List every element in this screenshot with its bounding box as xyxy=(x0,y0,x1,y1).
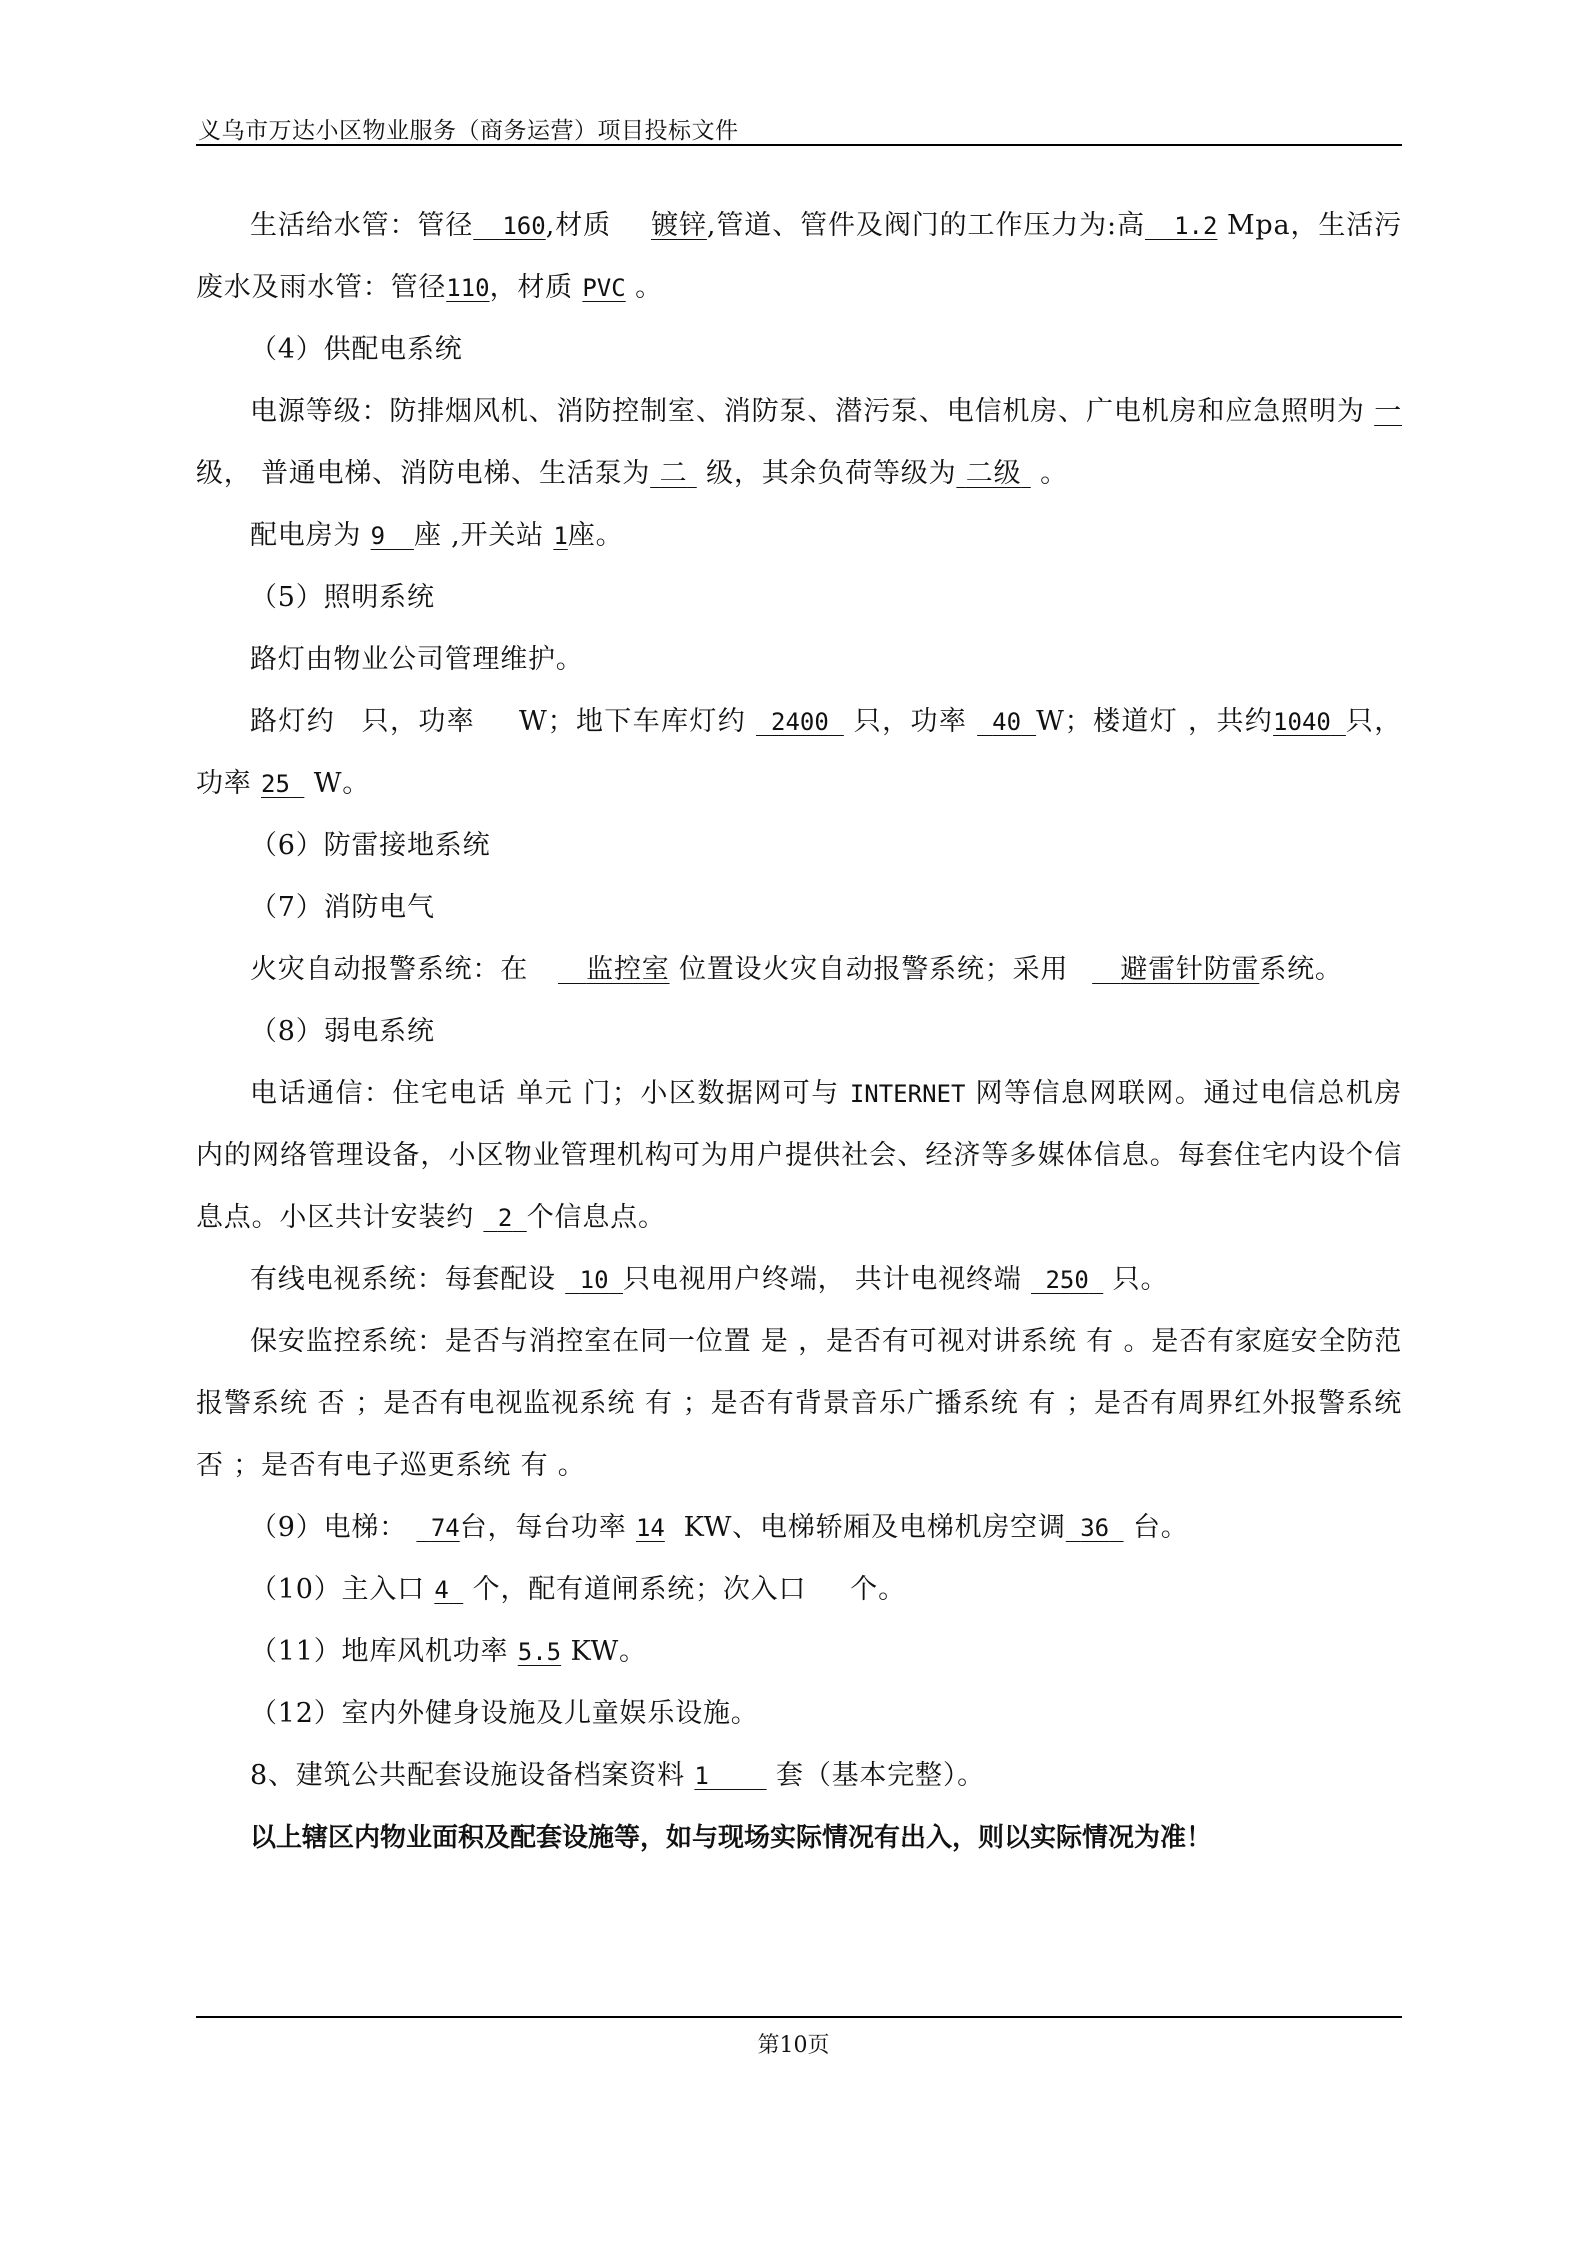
water-pressure-label: ,管道、管件及阀门的工作压力为:高 xyxy=(706,210,1145,241)
power-level-2-label: 级， 普通电梯、消防电梯、生活泵为 xyxy=(196,458,651,489)
fire-alarm-paragraph xyxy=(196,939,1402,1001)
room-label: 配电房为 xyxy=(250,520,362,551)
power-level-label: 电源等级：防排烟风机、消防控制室、消防泵、潜污泵、电信机房、广电机房和应急照明为 xyxy=(250,396,1365,427)
archive-end: 套（基本完整）。 xyxy=(776,1760,985,1791)
secondary-entrance-label: 个，配有道闸系统；次入口 xyxy=(472,1574,807,1605)
archive-label: 8、建筑公共配套设施设备档案资料 xyxy=(250,1760,685,1791)
lighting-detail-paragraph xyxy=(196,691,1402,815)
main-entrance-label: （10）主入口 xyxy=(250,1574,425,1605)
elevator-ac-count: 36 xyxy=(1080,1514,1110,1542)
footer-divider xyxy=(196,2016,1402,2018)
elevator-count: 74 xyxy=(430,1514,460,1542)
security-paragraph: 保安监控系统：是否与消控室在同一位置 是 ，是否有可视对讲系统 有 。是否有家庭安全防范报警系统 否 ；是否有电视监视系统 有 ；是否有背景音乐广播系统 有 ；是否有周界红外报警系统 否 ；是否有电子巡更系统 有 。 xyxy=(196,1326,1402,1481)
page-number: 第10页 xyxy=(757,2033,830,2058)
telecom-paragraph xyxy=(196,1063,1402,1249)
distribution-room-paragraph xyxy=(196,505,1402,567)
power-level-3-label: 级，其余负荷等级为 xyxy=(706,458,957,489)
street-power-label: 只，功率 xyxy=(361,706,476,737)
section-heading-lightning: （6）防雷接地系统 xyxy=(250,830,491,861)
water-material: 镀锌 xyxy=(651,210,707,241)
switch-count: 1 xyxy=(553,522,568,550)
stair-power-label: 只，功率 xyxy=(196,706,1403,799)
document-title: 义乌市万达小区物业服务（商务运营）项目投标文件 xyxy=(198,118,739,144)
telecom-text-1: 电话通信：住宅电话 单元 门；小区数据网可与 xyxy=(250,1078,840,1109)
info-point-count: 2 xyxy=(497,1204,513,1232)
garage-light-power: 40 xyxy=(992,708,1022,736)
internet-label: INTERNET xyxy=(849,1080,966,1108)
elevator-paragraph xyxy=(196,1497,1402,1559)
cable-tv-paragraph xyxy=(196,1249,1402,1311)
tv-label: 有线电视系统：每套配设 xyxy=(250,1264,556,1295)
garage-fan-paragraph xyxy=(196,1621,1402,1683)
fire-method-label: 位置设火灾自动报警系统；采用 xyxy=(678,954,1069,985)
document-body xyxy=(196,195,1402,1869)
tv-total-label: 只电视用户终端， 共计电视终端 xyxy=(623,1264,1022,1295)
tv-end: 只。 xyxy=(1112,1264,1169,1295)
fire-lightning-method: 避雷针防雷 xyxy=(1120,954,1260,985)
water-material-label: ,材质 xyxy=(545,210,611,241)
archive-count: 1 xyxy=(694,1762,709,1790)
stair-light-power: 25 xyxy=(261,770,290,798)
power-level-2: 二 xyxy=(659,458,688,489)
water-end: 。 xyxy=(635,272,663,303)
room-count: 9 xyxy=(370,522,386,550)
drain-diameter: 110 xyxy=(446,274,490,302)
garage-light-label: W；地下车库灯约 xyxy=(519,706,747,737)
archive-paragraph xyxy=(196,1745,1402,1807)
water-label: 生活给水管：管径 xyxy=(250,210,474,241)
section-heading-fire: （7）消防电气 xyxy=(250,892,435,923)
water-diameter: 160 xyxy=(502,212,546,240)
garage-fan-unit: KW。 xyxy=(570,1636,647,1667)
power-end: 。 xyxy=(1040,458,1068,489)
water-pipe-paragraph xyxy=(196,195,1402,319)
tv-per-unit: 10 xyxy=(579,1266,609,1294)
power-level-paragraph xyxy=(196,381,1402,505)
elevator-end: 台。 xyxy=(1132,1512,1189,1543)
main-entrance-count: 4 xyxy=(434,1576,449,1604)
stair-light-count: 1040 xyxy=(1273,708,1331,736)
power-level-3: 二级 xyxy=(965,458,1022,489)
tv-total: 250 xyxy=(1045,1266,1089,1294)
entrance-paragraph xyxy=(196,1559,1402,1621)
garage-power-label: 只，功率 xyxy=(853,706,968,737)
telecom-text-2: 网等信息网联网。通过电信总机房内的网络管理设备，小区物业管理机构可为用户提供社会、经济等多媒体信息。每套住宅内设个信息点。小区共计安装约 xyxy=(196,1078,1403,1233)
room-unit: 座 ,开关站 xyxy=(413,520,544,551)
elevator-power-label: 台，每台功率 xyxy=(459,1512,627,1543)
garage-fan-label: （11）地库风机功率 xyxy=(250,1636,509,1667)
stair-light-label: W；楼道灯 ，共约 xyxy=(1036,706,1274,737)
entrance-end: 个。 xyxy=(850,1574,906,1605)
section-heading-power: （4）供配电系统 xyxy=(250,334,463,365)
stair-power-unit: W。 xyxy=(313,768,371,799)
power-level-1: 一 xyxy=(1374,396,1402,427)
fire-alarm-label: 火灾自动报警系统：在 xyxy=(250,954,528,985)
water-pressure: 1.2 xyxy=(1174,212,1218,240)
drain-label: Mpa，生活污废水及雨水管：管径 xyxy=(196,210,1402,303)
garage-fan-power: 5.5 xyxy=(517,1638,562,1666)
telecom-text-3: 个信息点。 xyxy=(526,1202,666,1233)
section-heading-weak-current: （8）弱电系统 xyxy=(250,1016,435,1047)
garage-light-count: 2400 xyxy=(771,708,829,736)
street-light-maintenance: 路灯由物业公司管理维护。 xyxy=(250,644,584,675)
drain-material: PVC xyxy=(582,274,626,302)
elevator-power: 14 xyxy=(635,1514,665,1542)
fire-alarm-location: 监控室 xyxy=(586,954,670,985)
section-heading-lighting: （5）照明系统 xyxy=(250,582,435,613)
switch-unit: 座。 xyxy=(567,520,624,551)
street-light-label: 路灯约 xyxy=(250,706,336,737)
fire-end: 系统。 xyxy=(1259,954,1343,985)
elevator-label: （9）电梯： xyxy=(250,1512,407,1543)
fitness-paragraph: （12）室内外健身设施及儿童娱乐设施。 xyxy=(250,1698,759,1729)
page-header xyxy=(196,108,1402,146)
elevator-ac-label: KW、电梯轿厢及电梯机房空调 xyxy=(683,1512,1066,1543)
drain-material-label: ，材质 xyxy=(489,272,573,303)
disclaimer-note: 以上辖区内物业面积及配套设施等，如与现场实际情况有出入，则以实际情况为准！ xyxy=(250,1823,1213,1853)
